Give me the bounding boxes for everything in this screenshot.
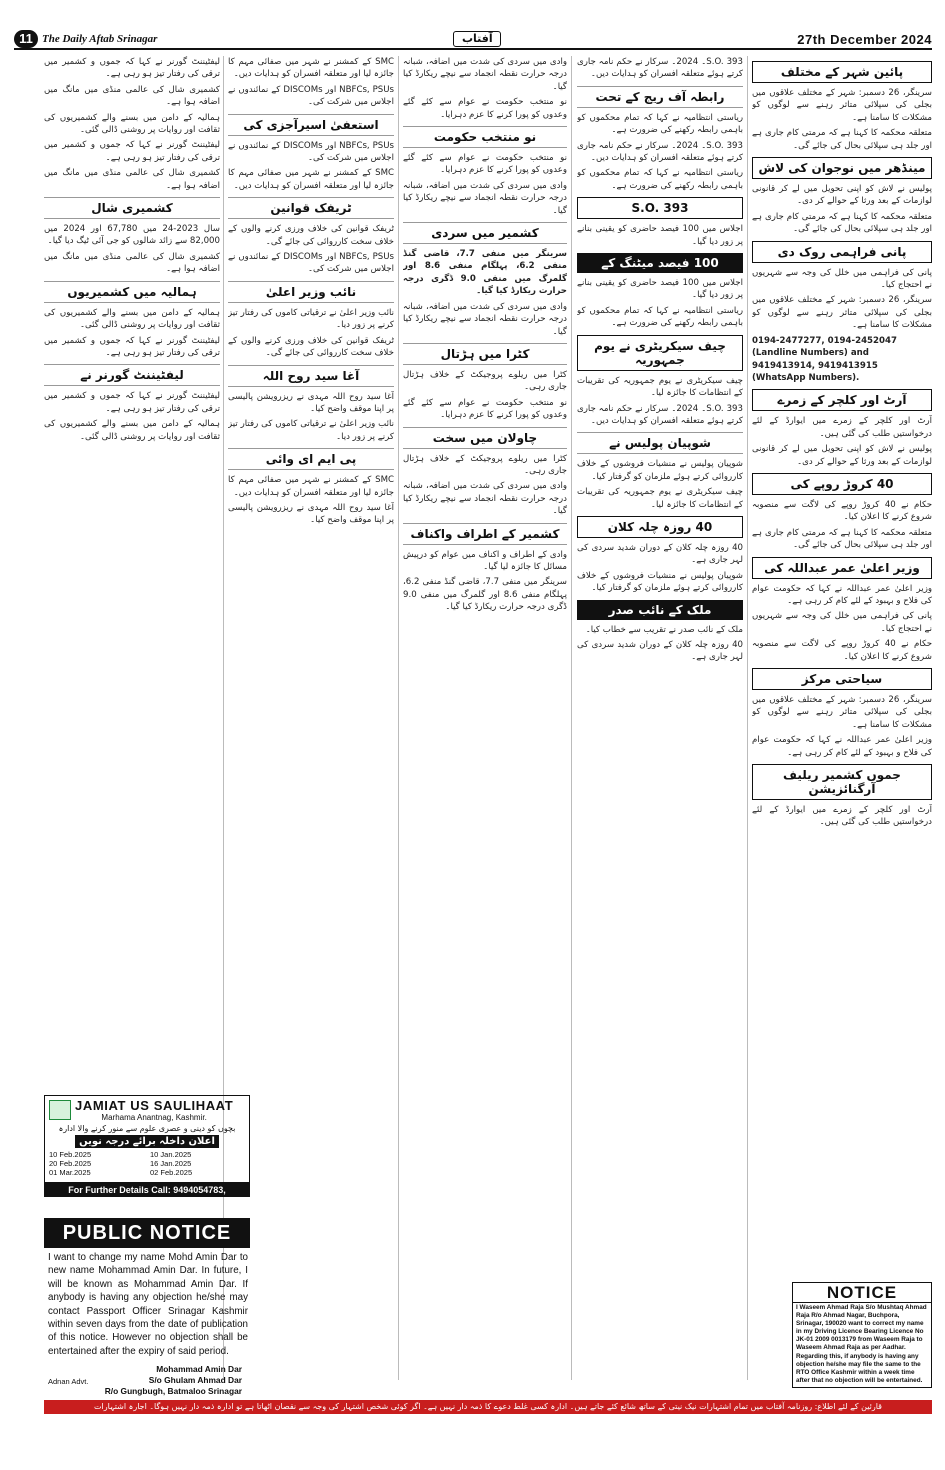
schedule-date: 16 Jan.2025 bbox=[150, 1159, 192, 1168]
signatory-name: Mohammad Amin Dar bbox=[156, 1364, 242, 1375]
article-paragraph: سرینگر میں منفی 7.7، قاضی گنڈ منفی 6.2، پہلگام منفی 8.6 اور گلمرگ میں منفی 9.0 ڈگری درجہ حرارت ریکارڈ کیا گیا۔ bbox=[403, 577, 567, 613]
article-paragraph: سرینگر، 26 دسمبر: شہر کے مختلف علاقوں میں بجلی کی سپلائی متاثر رہنے سے لوگوں کو مشکلات کا سامنا ہے۔ bbox=[752, 88, 932, 123]
public-notice bbox=[44, 1218, 250, 1397]
paper-name: The Daily Aftab Srinagar bbox=[42, 33, 158, 45]
contact-numbers: 0194-2477277, 0194-2452047 (Landline Numbers) and 9419413914, 9419413915 (WhatsApp Numbers). bbox=[752, 335, 897, 383]
advert-subtitle: Marhama Anantnag, Kashmir. bbox=[101, 1113, 207, 1122]
schedule-date: 01 Mar.2025 bbox=[49, 1168, 91, 1177]
headline: لیفٹیننٹ گورنر نے bbox=[44, 364, 220, 386]
article-paragraph: حکام نے 40 کروڑ روپے کی لاگت سے منصوبہ شروع کرنے کا اعلان کیا۔ bbox=[752, 499, 932, 523]
article-paragraph: آغا سید روح اللہ مہدی نے ریزرویشن پالیسی پر اپنا موقف واضح کیا۔ bbox=[228, 391, 394, 414]
headline: وزیر اعلیٰ عمر عبداللہ کی bbox=[752, 557, 932, 579]
schedule-date: 20 Feb.2025 bbox=[49, 1159, 92, 1168]
article-paragraph: چیف سیکریٹری نے یوم جمہوریہ کی تقریبات کے انتظامات کا جائزہ لیا۔ bbox=[577, 487, 743, 510]
article-paragraph: S.O. 393۔ 2024۔ سرکار نے حکم نامہ جاری کرتے ہوئے متعلقہ افسران کو ہدایات دیں۔ bbox=[577, 57, 743, 80]
article-paragraph: متعلقہ محکمہ کا کہنا ہے کہ مرمتی کام جاری ہے اور جلد ہی سپلائی بحال کی جائے گی۔ bbox=[752, 211, 932, 235]
article-paragraph: کشمیری شال کی عالمی منڈی میں مانگ میں اضافہ ہوا ہے۔ bbox=[44, 168, 220, 191]
article-paragraph: حکام نے 40 کروڑ روپے کی لاگت سے منصوبہ شروع کرنے کا اعلان کیا۔ bbox=[752, 639, 932, 662]
masthead bbox=[14, 30, 932, 50]
article-paragraph: شوپیان پولیس نے منشیات فروشوں کے خلاف کارروائی کرتے ہوئے ملزمان کو گرفتار کیا۔ bbox=[577, 570, 743, 594]
article-paragraph: لیفٹیننٹ گورنر نے کہا کہ جموں و کشمیر میں ترقی کی رفتار تیز ہو رہی ہے۔ bbox=[44, 335, 220, 358]
headline: مینڈھر میں نوجوان کی لاش bbox=[752, 157, 932, 179]
schedule-dates bbox=[45, 1150, 249, 1177]
article-paragraph: وزیر اعلیٰ عمر عبداللہ نے کہا کہ حکومت عوام کی فلاح و بہبود کے لئے کام کر رہی ہے۔ bbox=[752, 735, 932, 758]
headline: پی ایم ای وائی bbox=[228, 448, 394, 470]
article-paragraph: شوپیان پولیس نے منشیات فروشوں کے خلاف کارروائی کرتے ہوئے ملزمان کو گرفتار کیا۔ bbox=[577, 459, 743, 482]
schedule-date: 10 Feb.2025 bbox=[49, 1150, 92, 1159]
article-paragraph: NBFCs, PSUs اور DISCOMs کے نمائندوں نے اجلاس میں شرکت کی۔ bbox=[228, 84, 394, 108]
article-paragraph: نو منتخب حکومت نے عوام سے کئے گئے وعدوں کو پورا کرنے کا عزم دہرایا۔ bbox=[403, 97, 567, 120]
headline: 40 روزہ چلہ کلان bbox=[577, 516, 743, 538]
advert-header bbox=[45, 1096, 249, 1124]
column-3 bbox=[403, 56, 567, 1392]
article-paragraph: ریاستی انتظامیہ نے کہا کہ تمام محکموں کو باہمی رابطہ رکھنے کی ضرورت ہے۔ bbox=[577, 168, 743, 191]
headline: رابطہ آف ریج کے تحت bbox=[577, 86, 743, 108]
article-paragraph: نو منتخب حکومت نے عوام سے کئے گئے وعدوں کو پورا کرنے کا عزم دہرایا۔ bbox=[403, 397, 567, 421]
article-paragraph: S.O. 393۔ 2024۔ سرکار نے حکم نامہ جاری کرتے ہوئے متعلقہ افسران کو ہدایات دیں۔ bbox=[577, 403, 743, 426]
article-paragraph: وادی میں سردی کی شدت میں اضافہ، شبانہ درجہ حرارت نقطہ انجماد سے نیچے ریکارڈ کیا گیا۔ bbox=[403, 301, 567, 337]
article-paragraph: پولیس نے لاش کو اپنی تحویل میں لے کر قانونی لوازمات کے بعد ورثا کے حوالے کر دی۔ bbox=[752, 444, 932, 467]
headline: استعفیٰ اسیرآجزی کی bbox=[228, 114, 394, 136]
schedule-date: 10 Jan.2025 bbox=[150, 1150, 192, 1159]
article-paragraph: سرینگر، 26 دسمبر: شہر کے مختلف علاقوں میں بجلی کی سپلائی متاثر رہنے سے لوگوں کو مشکلات کا سامنا ہے۔ bbox=[752, 695, 932, 730]
column-1 bbox=[752, 56, 932, 1276]
article-paragraph: کشمیری شال کی عالمی منڈی میں مانگ میں اضافہ ہوا ہے۔ bbox=[44, 251, 220, 275]
advert-agency: Adnan Advt. bbox=[48, 1377, 89, 1386]
headline: ہمالیہ میں کشمیریوں bbox=[44, 281, 220, 303]
article-paragraph: پولیس نے لاش کو اپنی تحویل میں لے کر قانونی لوازمات کے بعد ورثا کے حوالے کر دی۔ bbox=[752, 184, 932, 207]
headline: کٹرا میں ہڑتال bbox=[403, 343, 567, 365]
advert-title: JAMIAT US SAULIHAAT bbox=[75, 1098, 234, 1113]
article-paragraph: متعلقہ محکمہ کا کہنا ہے کہ مرمتی کام جاری ہے اور جلد ہی سپلائی بحال کی جائے گی۔ bbox=[752, 128, 932, 151]
article-paragraph: SMC کے کمشنر نے شہر میں صفائی مہم کا جائزہ لیا اور متعلقہ افسران کو ہدایات دیں۔ bbox=[228, 475, 394, 498]
article-paragraph: ٹریفک قوانین کی خلاف ورزی کرنے والوں کے خلاف سخت کارروائی کی جائے گی۔ bbox=[228, 224, 394, 247]
column-2 bbox=[577, 56, 743, 1392]
article-paragraph: کشمیری شال کی عالمی منڈی میں مانگ میں اضافہ ہوا ہے۔ bbox=[44, 84, 220, 108]
column-4 bbox=[228, 56, 394, 1392]
article-paragraph: اجلاس میں 100 فیصد حاضری کو یقینی بنانے پر زور دیا گیا۔ bbox=[577, 278, 743, 301]
school-emblem-icon bbox=[49, 1100, 71, 1120]
article-paragraph: ریاستی انتظامیہ نے کہا کہ تمام محکموں کو باہمی رابطہ رکھنے کی ضرورت ہے۔ bbox=[577, 305, 743, 329]
headline: کشمیر میں سردی bbox=[403, 222, 567, 244]
article-paragraph: آرٹ اور کلچر کے زمرے میں ایوارڈ کے لئے درخواستیں طلب کی گئی ہیں۔ bbox=[752, 805, 932, 828]
article-paragraph: SMC کے کمشنر نے شہر میں صفائی مہم کا جائزہ لیا اور متعلقہ افسران کو ہدایات دیں۔ bbox=[228, 168, 394, 191]
page-number: 11 bbox=[14, 30, 38, 48]
article-paragraph: NBFCs, PSUs اور DISCOMs کے نمائندوں نے اجلاس میں شرکت کی۔ bbox=[228, 140, 394, 164]
article-paragraph: وادی میں سردی کی شدت میں اضافہ، شبانہ درجہ حرارت نقطہ انجماد سے نیچے ریکارڈ کیا گیا۔ bbox=[403, 481, 567, 517]
headline: شوپیان پولیس نے bbox=[577, 432, 743, 454]
issue-date: 27th December 2024 bbox=[797, 31, 932, 47]
headline: ٹریفک قوانین bbox=[228, 197, 394, 219]
newspaper-logo: آفتاب bbox=[453, 31, 501, 47]
headline: سیاحتی مرکز bbox=[752, 668, 932, 690]
disclaimer-bar: قارئین کے لئے اطلاع: روزنامہ آفتاب میں تمام اشتہارات نیک نیتی کے ساتھ شائع کئے جاتے ہیں۔ ادارہ کسی غلط دعوے کا ذمہ دار نہیں ہے۔ اگر کوئی شخص اشتہار کی وجہ سے نقصان اٹھاتا ہے تو ادارہ ذمہ دار نہیں ہوگا۔ اجارہ اشتہارات bbox=[44, 1400, 932, 1414]
column-rule bbox=[398, 56, 399, 1380]
article-paragraph: متعلقہ محکمہ کا کہنا ہے کہ مرمتی کام جاری ہے اور جلد ہی سپلائی بحال کی جائے گی۔ bbox=[752, 527, 932, 551]
headline: چاولان میں سخت bbox=[403, 427, 567, 449]
notice-body: I Waseem Ahmad Raja S/o Mushtaq Ahmad Raja R/o Ahmad Nagar, Buchpora, Srinagar, 190020 want to correct my name in my Driving Licence Bearing Licence No JK-01 2009 0013179 from Waseem Raja to Waseem Ahmad Raja as per Aadhar. Regarding this, if anybody is having any objection he/she may file the same to the RTO Office Kashmir within a week time after that no objection will be entertained. bbox=[796, 1304, 927, 1384]
column-rule bbox=[571, 56, 572, 1380]
headline: کشمیر کے اطراف واکناف bbox=[403, 523, 567, 545]
article-paragraph: پانی کی فراہمی میں خلل کی وجہ سے شہریوں نے احتجاج کیا۔ bbox=[752, 267, 932, 291]
admission-banner: اعلان داخلہ برائے درجہ نویں bbox=[75, 1135, 219, 1148]
licence-notice bbox=[792, 1282, 932, 1388]
article-paragraph: لیفٹیننٹ گورنر نے کہا کہ جموں و کشمیر میں ترقی کی رفتار تیز ہو رہی ہے۔ bbox=[44, 391, 220, 414]
headline: 100 فیصد میٹنگ کے bbox=[577, 253, 743, 273]
article-paragraph: کٹرا میں ریلوے پروجیکٹ کے خلاف ہڑتال جاری رہی۔ bbox=[403, 369, 567, 393]
article-paragraph: اجلاس میں 100 فیصد حاضری کو یقینی بنانے پر زور دیا گیا۔ bbox=[577, 224, 743, 247]
article-paragraph: 40 روزہ چلہ کلان کے دوران شدید سردی کی لہر جاری ہے۔ bbox=[577, 639, 743, 663]
headline: کشمیری شال bbox=[44, 197, 220, 219]
article-paragraph: نو منتخب حکومت نے عوام سے کئے گئے وعدوں کو پورا کرنے کا عزم دہرایا۔ bbox=[403, 153, 567, 176]
article-paragraph: ریاستی انتظامیہ نے کہا کہ تمام محکموں کو باہمی رابطہ رکھنے کی ضرورت ہے۔ bbox=[577, 112, 743, 136]
article-paragraph: چیف سیکریٹری نے یوم جمہوریہ کی تقریبات کے انتظامات کا جائزہ لیا۔ bbox=[577, 375, 743, 399]
public-notice-heading: PUBLIC NOTICE bbox=[44, 1218, 250, 1248]
article-paragraph: آغا سید روح اللہ مہدی نے ریزرویشن پالیسی پر اپنا موقف واضح کیا۔ bbox=[228, 502, 394, 526]
advert-tagline: بچوں کو دینی و عصری علوم سے منور کرنے والا ادارہ bbox=[58, 1124, 236, 1133]
article-paragraph: S.O. 393۔ 2024۔ سرکار نے حکم نامہ جاری کرتے ہوئے متعلقہ افسران کو ہدایات دیں۔ bbox=[577, 140, 743, 164]
signatory-address: R/o Gungbugh, Batmaloo Srinagar bbox=[104, 1386, 242, 1397]
headline: نائب وزیر اعلیٰ bbox=[228, 281, 394, 303]
article-paragraph: ٹریفک قوانین کی خلاف ورزی کرنے والوں کے خلاف سخت کارروائی کی جائے گی۔ bbox=[228, 335, 394, 359]
headline: ملک کے نائب صدر bbox=[577, 600, 743, 620]
article-paragraph: وادی کے اطراف و اکناف میں عوام کو درپیش مسائل کا جائزہ لیا گیا۔ bbox=[403, 549, 567, 572]
column-rule bbox=[747, 56, 748, 1380]
headline: آغا سید روح اللہ bbox=[228, 365, 394, 387]
headline: پانی فراہمی روک دی bbox=[752, 241, 932, 263]
article-paragraph: 40 روزہ چلہ کلان کے دوران شدید سردی کی لہر جاری ہے۔ bbox=[577, 542, 743, 566]
page-number-group bbox=[14, 30, 157, 48]
article-paragraph: نائب وزیر اعلیٰ نے ترقیاتی کاموں کی رفتار تیز کرنے پر زور دیا۔ bbox=[228, 307, 394, 331]
public-notice-body: I want to change my name Mohd Amin Dar to new name Mohammad Amin Dar. In future, I will be known as Mohammad Amin Dar. If anybody is having any objection he/she may contact Passport Officer Srinagar Kashmir within seven days from the date of publication of this notice. However no objection shall be entertained after the expiry of said period. bbox=[48, 1252, 248, 1357]
notice-heading: NOTICE bbox=[793, 1283, 931, 1303]
article-paragraph: ہمالیہ کے دامن میں بسنے والے کشمیریوں کی ثقافت اور روایات پر روشنی ڈالی گئی۔ bbox=[44, 419, 220, 442]
jamiat-advert bbox=[44, 1095, 250, 1183]
advert-contact: For Further Details Call: 9494054783, 9906811303 bbox=[44, 1183, 250, 1197]
article-paragraph: وادی میں سردی کی شدت میں اضافہ، شبانہ درجہ حرارت نقطہ انجماد سے نیچے ریکارڈ کیا گیا۔ bbox=[403, 180, 567, 216]
headline: نو منتخب حکومت bbox=[403, 126, 567, 148]
headline: آرٹ اور کلچر کے زمرے bbox=[752, 389, 932, 411]
headline: S.O. 393 bbox=[577, 197, 743, 219]
article-paragraph: نائب وزیر اعلیٰ نے ترقیاتی کاموں کی رفتار تیز کرنے پر زور دیا۔ bbox=[228, 419, 394, 442]
article-paragraph: سال 2023-24 میں 67,780 اور 2024 میں 82,000 سے زائد شالوں کو جی آئی ٹیگ دیا گیا۔ bbox=[44, 224, 220, 247]
article-paragraph: وزیر اعلیٰ عمر عبداللہ نے کہا کہ حکومت عوام کی فلاح و بہبود کے لئے کام کر رہی ہے۔ bbox=[752, 583, 932, 606]
article-paragraph: لیفٹیننٹ گورنر نے کہا کہ جموں و کشمیر میں ترقی کی رفتار تیز ہو رہی ہے۔ bbox=[44, 140, 220, 163]
article-paragraph: وادی میں سردی کی شدت میں اضافہ، شبانہ درجہ حرارت نقطہ انجماد سے نیچے ریکارڈ کیا گیا۔ bbox=[403, 57, 567, 92]
article-paragraph: SMC کے کمشنر نے شہر میں صفائی مہم کا جائزہ لیا اور متعلقہ افسران کو ہدایات دیں۔ bbox=[228, 57, 394, 80]
column-5 bbox=[44, 56, 220, 1086]
schedule-date: 02 Feb.2025 bbox=[150, 1168, 193, 1177]
article-paragraph: ملک کے نائب صدر نے تقریب سے خطاب کیا۔ bbox=[585, 624, 743, 635]
article-paragraph: NBFCs, PSUs اور DISCOMs کے نمائندوں نے اجلاس میں شرکت کی۔ bbox=[228, 252, 394, 275]
temperature-readings: سرینگر میں منفی 7.7، قاضی گنڈ منفی 6.2، پہلگام منفی 8.6 اور گلمرگ میں منفی 9.0 ڈگری درجہ حرارت ریکارڈ کیا گیا۔ bbox=[403, 249, 567, 297]
article-paragraph: ہمالیہ کے دامن میں بسنے والے کشمیریوں کی ثقافت اور روایات پر روشنی ڈالی گئی۔ bbox=[44, 307, 220, 331]
headline: چیف سیکریٹری نے یوم جمہوریہ bbox=[577, 335, 743, 371]
signatory-parent: S/o Ghulam Ahmad Dar bbox=[148, 1375, 242, 1386]
article-paragraph: پانی کی فراہمی میں خلل کی وجہ سے شہریوں نے احتجاج کیا۔ bbox=[752, 611, 932, 634]
headline: جموں کشمیر ریلیف آرگنائزیشن bbox=[752, 764, 932, 800]
article-paragraph: آرٹ اور کلچر کے زمرے میں ایوارڈ کے لئے درخواستیں طلب کی گئی ہیں۔ bbox=[752, 416, 932, 439]
article-paragraph: لیفٹیننٹ گورنر نے کہا کہ جموں و کشمیر میں ترقی کی رفتار تیز ہو رہی ہے۔ bbox=[44, 57, 220, 80]
article-paragraph: ہمالیہ کے دامن میں بسنے والے کشمیریوں کی ثقافت اور روایات پر روشنی ڈالی گئی۔ bbox=[44, 112, 220, 136]
headline: پائین شہر کے مختلف bbox=[752, 61, 932, 83]
headline: 40 کروڑ روپے کی bbox=[752, 473, 932, 495]
article-paragraph: سرینگر، 26 دسمبر: شہر کے مختلف علاقوں میں بجلی کی سپلائی متاثر رہنے سے لوگوں کو مشکلات کا سامنا ہے۔ bbox=[752, 295, 932, 331]
article-paragraph: کٹرا میں ریلوے پروجیکٹ کے خلاف ہڑتال جاری رہی۔ bbox=[403, 453, 567, 476]
